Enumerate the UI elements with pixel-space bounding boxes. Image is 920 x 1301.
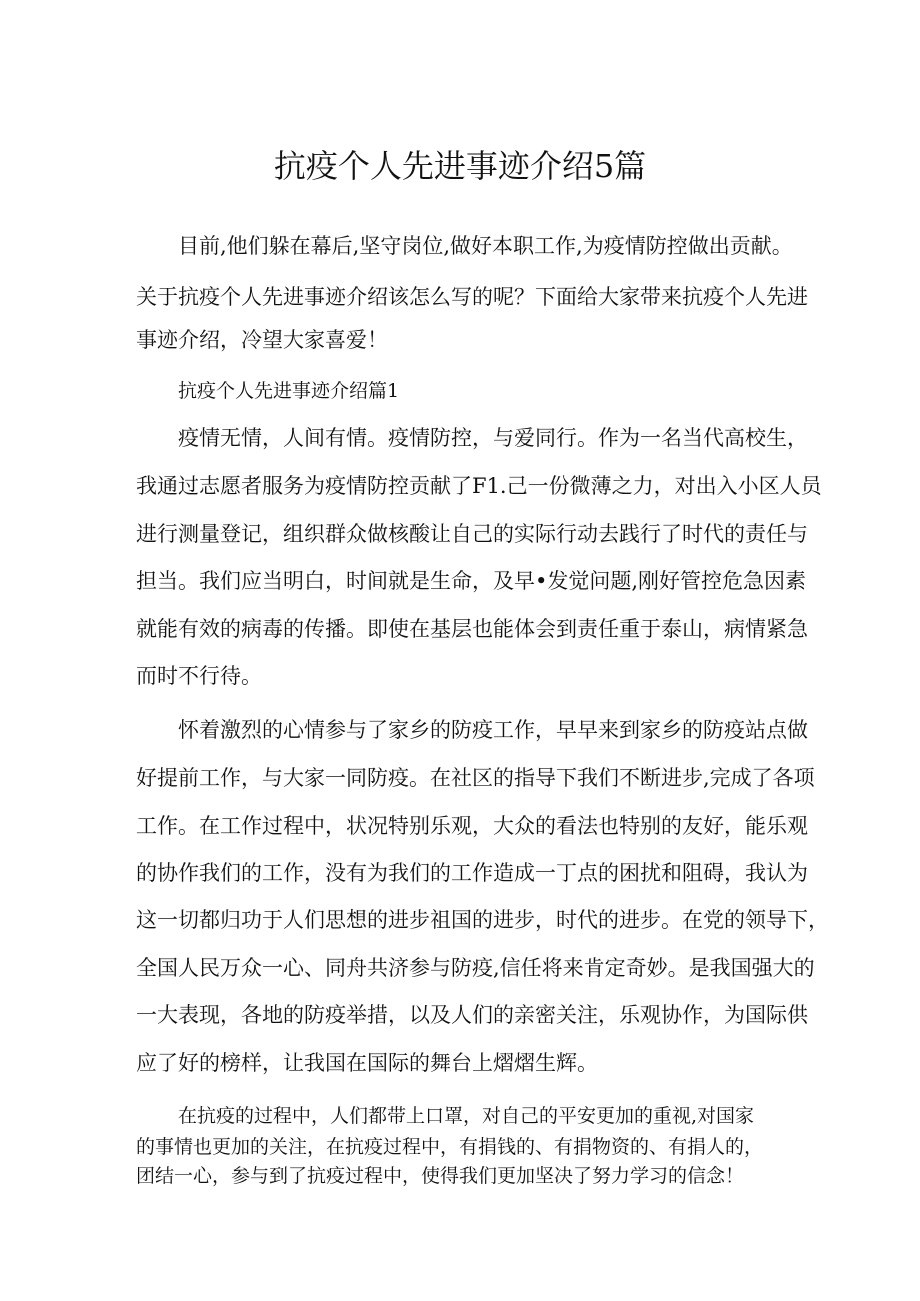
paragraph2-line-2: 好提前工作，与大家一同防疫。在社区的指导下我们不断进步,完成了各项 bbox=[136, 766, 815, 790]
paragraph2-line-3: 工作。在工作过程中，状况特别乐观，大众的看法也特别的友好，能乐观 bbox=[136, 814, 808, 838]
paragraph1-line-2: 我通过志愿者服务为疫情防控贡献了F1.己一份微薄之力，对出入小区人员 bbox=[136, 474, 822, 498]
paragraph2-line-1: 怀着激烈的心情参与了家乡的防疫工作，早早来到家乡的防疫站点做 bbox=[178, 718, 808, 742]
intro-line-2: 关于抗疫个人先进事迹介绍该怎么写的呢？下面给大家带来抗疫个人先进 bbox=[136, 285, 808, 309]
paragraph2-line-5: 这一切都归功于人们思想的进步祖国的进步，时代的进步。在党的领导下， bbox=[136, 908, 829, 932]
paragraph1-line-4: 担当。我们应当明白，时间就是生命，及早•发觉问题,刚好管控危急因素 bbox=[136, 569, 807, 593]
paragraph3-line-3: 团结一心，参与到了抗疫过程中，使得我们更加坚决了努力学习的信念！ bbox=[136, 1165, 745, 1187]
document-title: 抗疫个人先进事迹介绍5篇 bbox=[273, 147, 647, 185]
paragraph1-line-3: 进行测量登记，组织群众做核酸让自己的实际行动去践行了时代的责任与 bbox=[136, 522, 808, 546]
paragraph2-line-8: 应了好的榜样，让我国在国际的舞台上熠熠生辉。 bbox=[136, 1051, 598, 1075]
paragraph1-line-5: 就能有效的病毒的传播。即使在基层也能体会到责任重于泰山，病情紧急 bbox=[136, 617, 808, 641]
paragraph1-line-6: 而时不行待。 bbox=[136, 664, 262, 688]
paragraph1-line-1: 疫情无情，人间有情。疫情防控，与爱同行。作为一名当代高校生， bbox=[178, 426, 808, 450]
paragraph3-line-1: 在抗疫的过程中，人们都带上口罩，对自己的平安更加的重视,对国家 bbox=[178, 1105, 755, 1127]
paragraph2-line-7: 一大表现，各地的防疫举措，以及人们的亲密关注，乐观协作，为国际供 bbox=[136, 1003, 808, 1027]
section-heading: 抗疫个人先进事迹介绍篇1 bbox=[178, 380, 400, 402]
paragraph2-line-6: 全国人民万众一心、同舟共济参与防疫,信任将来肯定奇妙。是我国强大的 bbox=[136, 956, 815, 980]
intro-line-1: 目前,他们躲在幕后,坚守岗位,做好本职工作,为疫情防控做出贡献。 bbox=[178, 234, 793, 258]
paragraph2-line-4: 的协作我们的工作，没有为我们的工作造成一丁点的困扰和阻碍，我认为 bbox=[136, 861, 808, 885]
intro-line-3: 事迹介绍，冷望大家喜爱！ bbox=[136, 328, 388, 352]
paragraph3-line-2: 的事情也更加的关注，在抗疫过程中，有捐钱的、有捐物资的、有捐人的， bbox=[136, 1136, 764, 1158]
